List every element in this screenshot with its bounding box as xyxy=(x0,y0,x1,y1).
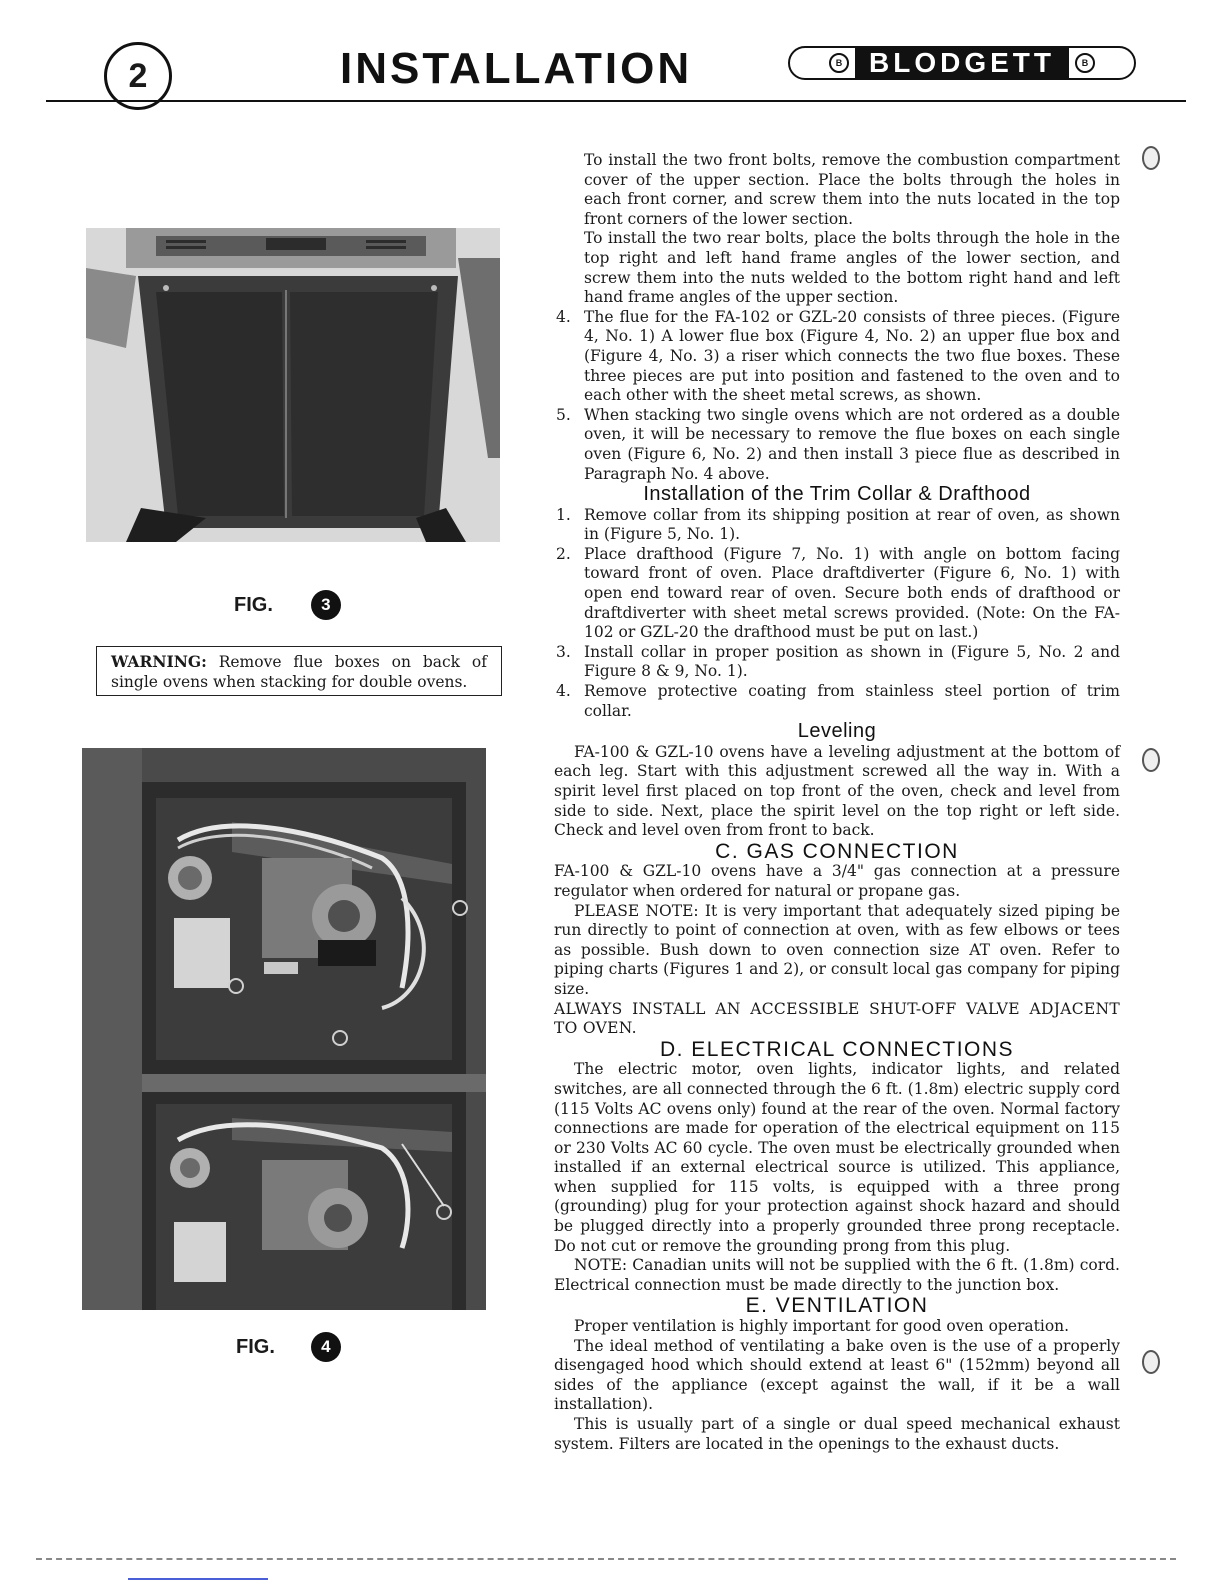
step-number: 4. xyxy=(556,682,571,701)
brand-logo xyxy=(788,46,1136,80)
figure-4-photo xyxy=(82,748,486,1310)
step-text: Remove collar from its shipping position at rear of oven, as shown in (Figure 5, No. 1). xyxy=(584,505,1120,544)
list-item xyxy=(554,643,1120,682)
binder-hole-icon xyxy=(1142,146,1160,170)
step-number: 1. xyxy=(556,505,571,524)
header-rule xyxy=(46,100,1186,102)
step-number: 2. xyxy=(556,544,571,563)
gas-paragraph-3: ALWAYS INSTALL AN ACCESSIBLE SHUT-OFF VALVE ADJACENT TO OVEN. xyxy=(554,999,1120,1038)
scan-mark xyxy=(128,1578,268,1580)
gas-paragraph-2: PLEASE NOTE: It is very important that adequately sized piping be run directly to point of connection at oven, with as few elbows or tees as possible. Bush down to oven connection size AT oven. Refer to piping charts (Figures 1 and 2), or consult local gas company for piping size. xyxy=(554,901,1120,998)
figure-4-caption xyxy=(236,1332,341,1362)
electrical-paragraph-1: The electric motor, oven lights, indicator lights, and related switches, are all connected through the 6 ft. (1.8m) electric supply cord (115 Volts AC ovens only) found at the rear of the oven. Normal factory connections are made for operation of the electrical equipment on 115 or 230 Volts AC 60 cycle. The oven must be electrically grounded when installed if an external electrical source is utilized. This appliance, when supplied for 115 volts, is equipped with a three prong (grounding) plug for your protection against shock hazard and should be plugged directly into a properly grounded three prong receptacle. Do not cut or remove the grounding prong from this plug. xyxy=(554,1060,1120,1255)
page-number: 2 xyxy=(104,42,172,110)
step-text: When stacking two single ovens which are not ordered as a double oven, it will be necessary to remove the flue boxes on each single oven (Figure 6, No. 2) and then install 3 piece flue as described in Paragraph No. 4 above. xyxy=(584,405,1120,483)
warning-box xyxy=(96,646,502,696)
step-number: 3. xyxy=(556,642,571,661)
gas-paragraph-1: FA-100 & GZL-10 ovens have a 3/4" gas connection at a pressure regulator when ordered for natural or propane gas. xyxy=(554,862,1120,900)
ventilation-paragraph-2: The ideal method of ventilating a bake oven is the use of a properly disengaged hood which should extend at least 6" (152mm) beyond all sides of the appliance (except against the wall, if it be a wall installation). xyxy=(554,1336,1120,1414)
trim-steps xyxy=(554,506,1120,722)
brand-mark-icon: B xyxy=(829,53,849,73)
brand-mark-icon: B xyxy=(1075,53,1095,73)
page-title: INSTALLATION xyxy=(340,44,693,93)
flue-steps xyxy=(554,308,1120,484)
list-item xyxy=(554,406,1120,484)
gas-connection-heading: C. GAS CONNECTION xyxy=(715,839,959,863)
ventilation-paragraph-3: This is usually part of a single or dual speed mechanical exhaust system. Filters are located in the openings to the exhaust ducts. xyxy=(554,1415,1120,1453)
brand-name: BLODGETT xyxy=(855,48,1069,78)
figure-3-photo xyxy=(86,228,500,542)
binder-hole-icon xyxy=(1142,1350,1160,1374)
trim-collar-heading: Installation of the Trim Collar & Drafthood xyxy=(643,483,1031,506)
leveling-heading: Leveling xyxy=(797,720,877,743)
electrical-connections-heading: D. ELECTRICAL CONNECTIONS xyxy=(659,1037,1015,1061)
step-text: Remove protective coating from stainless steel portion of trim collar. xyxy=(584,682,1120,720)
ventilation-heading: E. VENTILATION xyxy=(745,1294,929,1318)
list-item xyxy=(554,545,1120,643)
step-text: Install collar in proper position as shown in (Figure 5, No. 2 and Figure 8 & 9, No. 1). xyxy=(584,642,1120,681)
binder-hole-icon xyxy=(1142,748,1160,772)
list-item xyxy=(554,506,1120,545)
figure-3-number: 3 xyxy=(311,590,341,620)
electrical-paragraph-2: NOTE: Canadian units will not be supplied with the 6 ft. (1.8m) cord. Electrical connection must be made directly to the junction box. xyxy=(554,1256,1120,1294)
figure-3-caption xyxy=(234,590,341,620)
step-text: The flue for the FA-102 or GZL-20 consists of three pieces. (Figure 4, No. 1) A lower flue box (Figure 4, No. 2) an upper flue box and (Figure 4, No. 3) a riser which connects the two flue boxes. These three pieces are put into position and fastened to the oven and to each other with the sheet metal screws, as shown. xyxy=(584,307,1120,405)
figure-4-number: 4 xyxy=(311,1332,341,1362)
leveling-paragraph: FA-100 & GZL-10 ovens have a leveling adjustment at the bottom of each leg. Start with this adjustment screwed all the way in. With a spirit level first placed on top front of the oven, check and level from side to side. Next, place the spirit level on the top right or left side. Check and level oven from front to back. xyxy=(554,742,1120,840)
warning-text: Remove flue boxes on back of single ovens when stacking for double ovens. xyxy=(111,653,487,691)
step-number: 5. xyxy=(556,405,571,424)
footer-rule xyxy=(36,1558,1176,1560)
ventilation-paragraph-1: Proper ventilation is highly important for good oven operation. xyxy=(574,1317,1070,1336)
text-column xyxy=(554,151,1120,1454)
list-item xyxy=(554,682,1120,721)
figure-3-label: FIG. xyxy=(234,593,273,616)
figure-4-label: FIG. xyxy=(236,1335,275,1358)
warning-label: WARNING: xyxy=(111,652,207,671)
list-item xyxy=(554,308,1120,406)
intro-paragraph-front-bolts: To install the two front bolts, remove the combustion compartment cover of the upper section. Place the bolts through the holes in each front corner, and screw them into the nuts located in the top front corners of the lower section. xyxy=(584,151,1120,228)
intro-paragraph-rear-bolts: To install the two rear bolts, place the bolts through the hole in the top right and left hand frame angles of the lower section, and screw them into the nuts welded to the bottom right hand and left hand frame angles of the upper section. xyxy=(584,229,1120,307)
step-number: 4. xyxy=(556,307,571,326)
step-text: Place drafthood (Figure 7, No. 1) with angle on bottom facing toward front of oven. Place draftdiverter (Figure 6, No. 1) with open end toward rear of oven. Secure both ends of drafthood or draftdiverter with sheet metal screws provided. (Note: On the FA-102 or GZL-20 the drafthood must be put on last.) xyxy=(584,544,1120,642)
